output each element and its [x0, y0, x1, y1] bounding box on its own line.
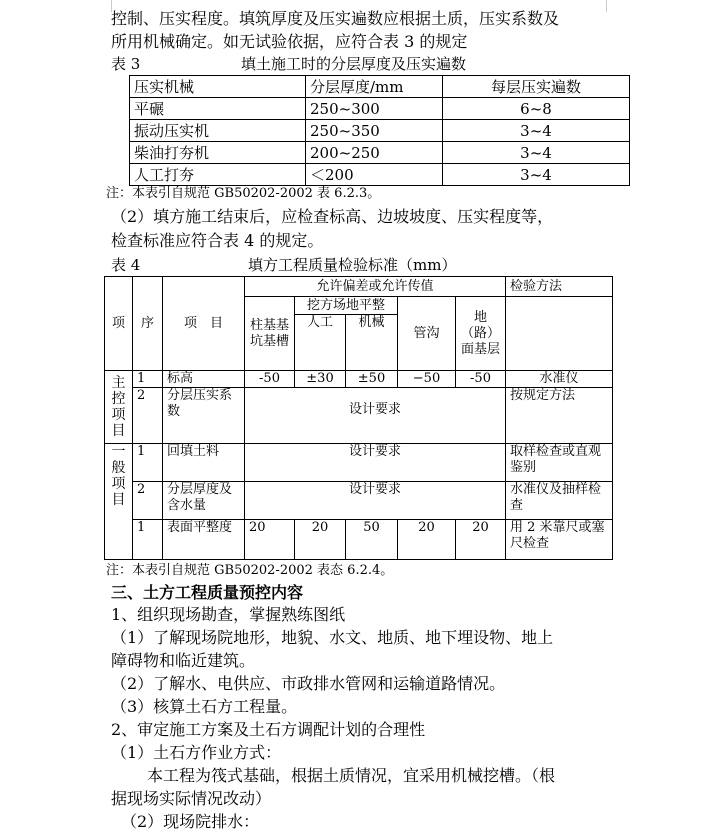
table-row	[105, 277, 613, 297]
table-row	[130, 98, 630, 120]
section-item-2a-text-1: 本工程为筏式基础，根据土质情况，宜采用机械挖槽。（根	[147, 766, 556, 785]
section-heading: 三、土方工程质量预控内容	[111, 583, 304, 602]
table-cell: 20	[295, 520, 346, 560]
table-cell: 3~4	[443, 142, 630, 164]
table-cell: 分层压实系数	[163, 388, 245, 444]
table-cell: 柴油打夯机	[130, 142, 306, 164]
section-item-1: 1、组织现场勘查，掌握熟练图纸	[111, 605, 346, 624]
table-cell: 取样检查或直观鉴别	[506, 444, 613, 482]
table-cell: 20	[398, 520, 456, 560]
table-cell: 设计要求	[245, 388, 506, 444]
table-cell: ±30	[295, 371, 346, 388]
header-manual: 人工	[295, 315, 346, 371]
table-cell: 回填土料	[163, 444, 245, 482]
table-row	[130, 142, 630, 164]
table-cell: 表面平整度	[163, 520, 245, 560]
margin-mark	[606, 0, 607, 12]
intro-line-1: 控制、压实程度。填筑厚度及压实遍数应根据土质，压实系数及	[111, 9, 560, 28]
group-main: 主控项目	[105, 371, 133, 444]
header-road: 地（路）面基层	[456, 297, 506, 371]
table-cell: ＜200	[306, 164, 443, 186]
table-cell: 2	[133, 482, 163, 520]
section-item-2a: （1）土石方作业方式：	[111, 743, 282, 762]
table-row	[130, 76, 630, 98]
table-cell: 水准仪	[506, 371, 613, 388]
table-cell: 振动压实机	[130, 120, 306, 142]
table-cell: 20	[456, 520, 506, 560]
table-cell: 50	[346, 520, 398, 560]
header-item: 项	[105, 277, 133, 371]
table-cell: 1	[133, 444, 163, 482]
section-item-1a-line-1: （1）了解现场院地形，地貌、水文、地质、地下埋设物、地上	[111, 628, 554, 647]
header-allow: 允许偏差或允许传值	[245, 277, 506, 297]
table-cell: -50	[456, 371, 506, 388]
section-item-2b: （2）现场院排水：	[121, 812, 260, 831]
table-cell: 人工打夯	[130, 164, 306, 186]
table-row	[105, 371, 613, 388]
table4	[104, 276, 613, 560]
table-cell: 平碾	[130, 98, 306, 120]
table3	[129, 75, 630, 186]
table4-note: 注：本表引自规范 GB50202-2002 表态 6.2.4。	[106, 563, 394, 578]
header-seq: 序	[133, 277, 163, 371]
table4-label: 表 4	[111, 256, 141, 274]
table-row	[105, 444, 613, 482]
table-cell: ±50	[346, 371, 398, 388]
header-pile: 柱基基坑基槽	[245, 297, 295, 371]
table-cell: 20	[245, 520, 295, 560]
section-item-1b: （2）了解水、电供应、市政排水管网和运输道路情况。	[111, 674, 506, 693]
table-row	[105, 520, 613, 560]
table-cell: 每层压实遍数	[443, 76, 630, 98]
para2-line-1: （2）填方施工结束后，应检查标高、边坡坡度、压实程度等，	[111, 207, 554, 226]
table-cell: 1	[133, 371, 163, 388]
table-cell: 1	[133, 520, 163, 560]
table3-label: 表 3	[111, 55, 141, 73]
table4-title: 填方工程质量检验标准（mm）	[248, 256, 457, 274]
table3-title: 填土施工时的分层厚度及压实遍数	[241, 55, 467, 73]
section-item-2: 2、审定施工方案及土石方调配计划的合理性	[111, 720, 426, 739]
header-machine: 机械	[346, 315, 398, 371]
table-cell: −50	[398, 371, 456, 388]
table-row	[130, 164, 630, 186]
table-cell: 250~350	[306, 120, 443, 142]
header-project: 项 目	[163, 277, 245, 371]
header-pipe: 管沟	[398, 297, 456, 371]
para2-line-2: 检查标准应符合表 4 的规定。	[111, 231, 324, 250]
header-level: 挖方场地平整	[295, 297, 398, 315]
table3-note: 注：本表引自规范 GB50202-2002 表 6.2.3。	[106, 186, 381, 201]
table-row	[105, 482, 613, 520]
section-item-1a-line-2: 障碍物和临近建筑。	[111, 651, 256, 670]
intro-line-2: 所用机械确定。如无试验依据，应符合表 3 的规定	[111, 32, 468, 51]
table-cell: 设计要求	[245, 482, 506, 520]
table-cell: 3~4	[443, 164, 630, 186]
section-item-2a-text-2: 据现场实际情况改动）	[111, 789, 272, 808]
table-cell: 3~4	[443, 120, 630, 142]
table-row	[130, 120, 630, 142]
header-method: 检验方法	[506, 277, 613, 297]
table-cell: 2	[133, 388, 163, 444]
table-cell: 分层厚度/mm	[306, 76, 443, 98]
table-cell: 用 2 米靠尺或塞尺检查	[506, 520, 613, 560]
table-cell: 标高	[163, 371, 245, 388]
group-general: 一般项目	[105, 444, 133, 560]
table-cell: 分层厚度及含水量	[163, 482, 245, 520]
table-row	[105, 388, 613, 444]
table-cell: 设计要求	[245, 444, 506, 482]
table-cell: 按规定方法	[506, 388, 613, 444]
table-cell: -50	[245, 371, 295, 388]
table-cell: 6~8	[443, 98, 630, 120]
header-method-blank	[506, 297, 613, 371]
table-cell: 200~250	[306, 142, 443, 164]
section-item-1c: （3）核算土石方工程量。	[111, 697, 298, 716]
table-cell: 250~300	[306, 98, 443, 120]
table-cell: 压实机械	[130, 76, 306, 98]
table-cell: 水准仪及抽样检查	[506, 482, 613, 520]
